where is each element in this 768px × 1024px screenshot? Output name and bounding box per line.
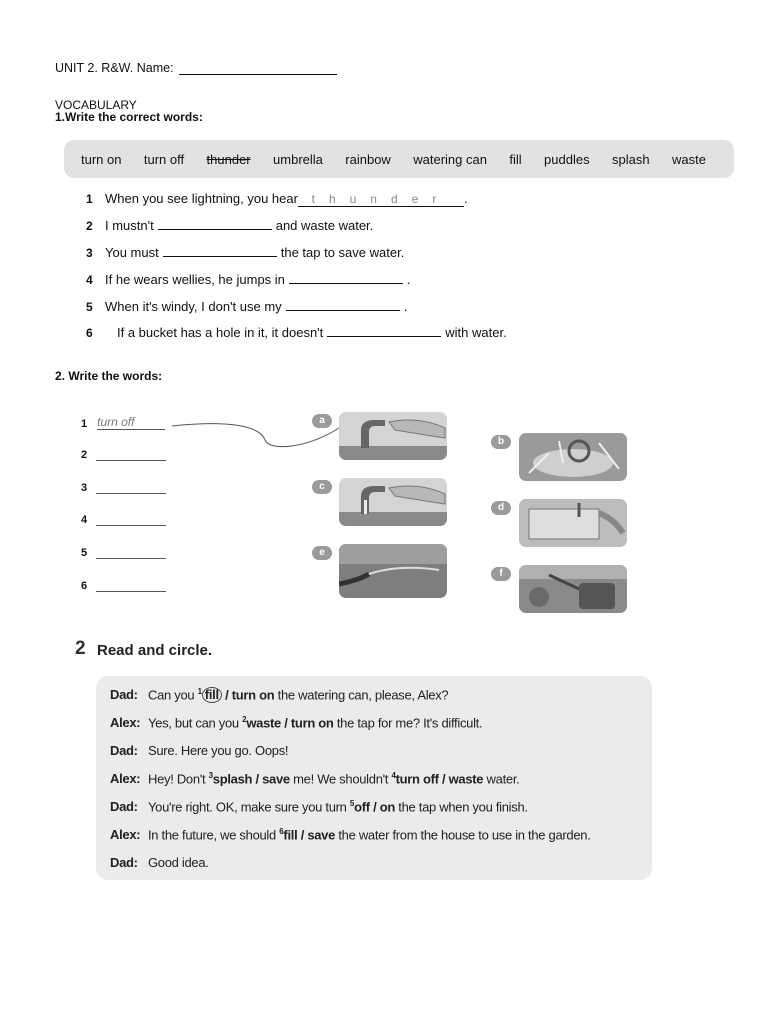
- label-row-2: 2: [81, 449, 166, 461]
- exercise3-title: Read and circle.: [97, 642, 213, 659]
- circled-answer[interactable]: fill: [202, 687, 222, 703]
- picture-label-c: c: [312, 480, 332, 494]
- sentence-6: 6 If a bucket has a hole in it, it doesn't with water.: [86, 325, 507, 340]
- answer-example: thunder: [298, 192, 464, 207]
- label-row-6: 6: [81, 580, 166, 592]
- splash-photo: [519, 433, 627, 481]
- word-bank-item: watering can: [413, 151, 487, 167]
- picture-label-e: e: [312, 546, 332, 560]
- label-blank[interactable]: [96, 515, 166, 526]
- word-bank-item: umbrella: [273, 151, 323, 167]
- dialogue-line-5: Dad: You're right. OK, make sure you turn $^5$off / on the tap when you finish.: [110, 799, 528, 815]
- header-title: UNIT 2. R&W. Name:: [55, 61, 174, 75]
- word-bank-item: turn on: [81, 151, 122, 167]
- answer-blank[interactable]: [286, 298, 400, 311]
- dialogue-line-3: Dad: Sure. Here you go. Oops!: [110, 743, 289, 758]
- sentence-2: 2 I mustn't and waste water.: [86, 218, 374, 233]
- choice-option[interactable]: turn on: [231, 687, 275, 703]
- dialogue-line-6: Alex: In the future, we should $^6$fill / save the water from the house to use in the garden.: [110, 827, 591, 843]
- exercise1-title: 1.Write the correct words:: [55, 110, 203, 124]
- watering-can-photo: [519, 565, 627, 613]
- label-row-1: 1 turn off: [81, 415, 165, 430]
- choice-option[interactable]: splash / save: [212, 771, 290, 787]
- choice-option[interactable]: waste / turn on: [246, 715, 334, 731]
- sink-fill-photo: [519, 499, 627, 547]
- word-bank-item: puddles: [544, 151, 590, 167]
- dialogue-line-1: Dad: Can you $^1$ fill / turn on the watering can, please, Alex?: [110, 687, 449, 703]
- sentence-4: 4 If he wears wellies, he jumps in .: [86, 272, 411, 287]
- label-row-3: 3: [81, 482, 166, 494]
- tap-on-photo: [339, 478, 447, 526]
- choice-option[interactable]: fill / save: [283, 827, 336, 843]
- label-blank[interactable]: [96, 450, 166, 461]
- picture-label-a: a: [312, 414, 332, 428]
- picture-label-b: b: [491, 435, 511, 449]
- sentence-3: 3 You must the tap to save water.: [86, 245, 405, 260]
- tap-off-photo: [339, 412, 447, 460]
- dialogue-line-2: Alex: Yes, but can you $^2$waste / turn on the tap for me? It's difficult.: [110, 715, 483, 731]
- word-bank-item: waste: [671, 151, 706, 167]
- word-bank-item: turn off: [143, 151, 185, 167]
- hose-waste-photo: [339, 544, 447, 598]
- label-example-answer: turn off: [97, 415, 165, 430]
- answer-blank[interactable]: [163, 244, 277, 257]
- answer-blank[interactable]: [327, 324, 441, 337]
- vocabulary-heading: VOCABULARY: [55, 98, 137, 112]
- word-bank: [64, 140, 734, 178]
- sentence-1: 1 When you see lightning, you hear thunder .: [86, 191, 468, 206]
- answer-blank[interactable]: [158, 217, 272, 230]
- sentence-5: 5 When it's windy, I don't use my .: [86, 299, 408, 314]
- name-field[interactable]: [179, 62, 337, 75]
- label-row-5: 5: [81, 547, 166, 559]
- picture-label-d: d: [491, 501, 511, 515]
- choice-option[interactable]: turn off / waste: [395, 771, 484, 787]
- exercise2-title: 2. Write the words:: [55, 369, 163, 383]
- exercise3-number: 2: [75, 638, 86, 659]
- worksheet-header: [55, 61, 337, 75]
- word-bank-item: rainbow: [345, 151, 391, 167]
- label-row-4: 4: [81, 514, 166, 526]
- dialogue-line-4: Alex: Hey! Don't $^3$splash / save me! We shouldn't $^4$turn off / waste water.: [110, 771, 520, 787]
- answer-blank[interactable]: [289, 271, 403, 284]
- label-blank[interactable]: [96, 483, 166, 494]
- word-bank-item-crossed: thunder: [206, 151, 251, 167]
- label-blank[interactable]: [96, 581, 166, 592]
- picture-label-f: f: [491, 567, 511, 581]
- dialogue-line-7: Dad: Good idea.: [110, 855, 209, 870]
- word-bank-item: splash: [612, 151, 650, 167]
- label-blank[interactable]: [96, 548, 166, 559]
- word-bank-item: fill: [509, 151, 522, 167]
- choice-option[interactable]: off / on: [354, 799, 395, 815]
